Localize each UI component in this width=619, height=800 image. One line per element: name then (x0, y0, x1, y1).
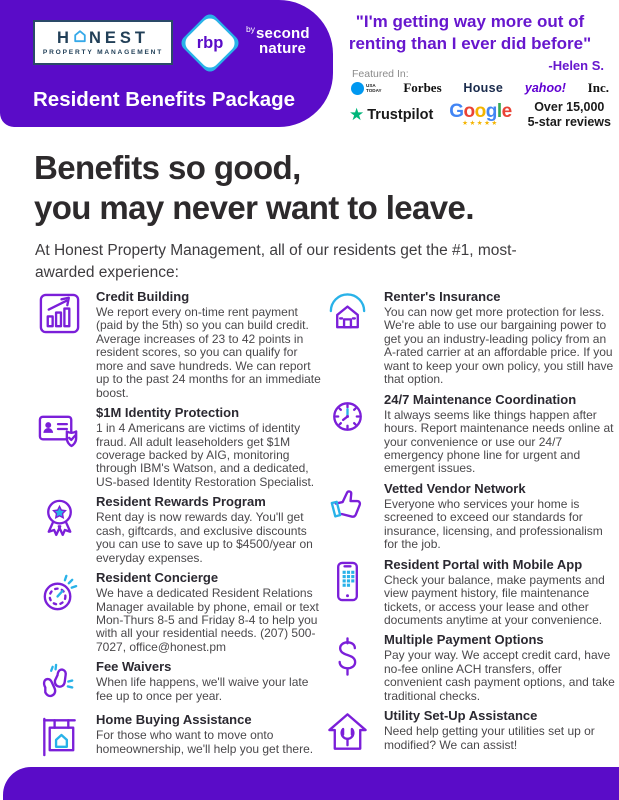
rbp-badge-icon (180, 13, 240, 73)
benefit-title: Credit Building (96, 289, 190, 304)
benefit-title: Vetted Vendor Network (384, 480, 526, 496)
usa-today-circle-icon (351, 82, 364, 95)
benefit-title: $1M Identity Protection (96, 405, 240, 421)
testimonial-quote (326, 11, 614, 74)
page-title-line1: Benefits so good, (34, 149, 301, 186)
thumbs-up-icon (324, 482, 371, 529)
trustpilot-name: Trustpilot (367, 106, 434, 123)
benefits-column-left (36, 290, 324, 760)
concierge-dial-icon (36, 571, 83, 618)
benefit-item-fee-waivers (36, 660, 324, 707)
footer-bar (3, 767, 619, 800)
mobile-app-icon (324, 558, 371, 605)
google-stars-icon: ★★★★★ (462, 120, 499, 127)
benefits-column-right (324, 290, 618, 760)
benefit-description: Everyone who services your home is screened to exceed our standards for insurance, licensing, and professionalism for the job. (384, 496, 603, 552)
benefit-description: It always seems like things happen after hours. Report maintenance needs online at your convenience or use our 24/7 emergency phone line for urgent and emergent issues. (384, 407, 614, 476)
benefit-item-renters-insurance (324, 290, 618, 387)
credit-building-icon (36, 290, 83, 337)
benefit-description: Rent day is now rewards day. You'll get cash, giftcards, and exclusive discounts you can use to save up to $4500/year on everyday expenses. (96, 510, 313, 565)
benefit-item-concierge (36, 571, 324, 654)
benefit-description: 1 in 4 Americans are victims of identity fraud. All adult leaseholders get $1M coverage backed by AIG, monitoring through IBM's Watson, and a dedicated, US-based Identity Restoration Specialist. (96, 421, 315, 489)
header-card (0, 0, 333, 127)
reviews-row (349, 100, 611, 130)
benefit-item-resident-portal (324, 558, 618, 628)
page-title-line2: you may never want to leave. (34, 188, 474, 226)
clock-icon (324, 393, 371, 440)
quote-line2: renting than I ever did before" (348, 34, 592, 54)
press-logos-row (351, 79, 609, 97)
benefit-title: Resident Concierge (96, 570, 219, 586)
benefit-title: Resident Rewards Program (96, 494, 266, 510)
rbp-badge-label: rbp (196, 33, 224, 52)
quote-attribution: -Helen S. (548, 57, 604, 73)
review-count-line2: 5-star reviews (527, 114, 611, 129)
rewards-medal-icon (36, 495, 83, 542)
featured-in-label: Featured In: (352, 68, 409, 80)
page-title (34, 148, 474, 227)
house-logo: House (463, 81, 504, 95)
identity-protection-icon (36, 406, 83, 453)
benefit-item-credit-building (36, 290, 324, 400)
honest-letters-right: NEST (88, 28, 149, 47)
package-title: Resident Benefits Package (33, 88, 296, 111)
trustpilot-logo (349, 106, 433, 123)
google-wordmark (449, 102, 511, 121)
google-logo (449, 102, 511, 128)
benefit-item-utility-setup (324, 709, 618, 756)
intro-paragraph: At Honest Property Management, all of our residents get the #1, most-awarded experience: (35, 242, 517, 281)
benefit-title: Fee Waivers (96, 659, 172, 675)
benefit-item-payment-options (324, 633, 618, 703)
home-sign-icon (36, 713, 83, 760)
quote-line1: "I'm getting way more out of (355, 12, 585, 31)
honest-logo (33, 20, 173, 65)
benefit-item-home-buying (36, 713, 324, 760)
google-letter: e (501, 101, 512, 122)
benefit-title: Renter's Insurance (384, 289, 501, 304)
benefit-item-rewards (36, 495, 324, 565)
benefit-description: Pay your way. We accept credit card, have no-fee online ACH transfers, offer convenient cash payment options, and take traditional checks. (384, 648, 615, 703)
usa-today-logo (351, 82, 382, 95)
benefit-title: Utility Set-Up Assistance (384, 708, 538, 724)
second-nature-line1: second (255, 25, 310, 42)
usa-today-line2: TODAY (366, 88, 382, 93)
trustpilot-star-icon: ★ (349, 105, 365, 125)
honest-wordmark (57, 29, 149, 48)
by-label: by (246, 24, 255, 34)
benefit-title: Multiple Payment Options (384, 632, 544, 648)
yahoo-logo: yahoo! (524, 81, 566, 95)
benefit-item-maintenance (324, 393, 618, 476)
review-count-line1: Over 15,000 (534, 100, 605, 114)
usa-today-line1: USA (366, 82, 376, 88)
review-count (528, 100, 611, 130)
benefit-item-identity-protection (36, 406, 324, 489)
benefit-title: 24/7 Maintenance Coordination (384, 391, 577, 407)
dollar-sign-icon (324, 633, 371, 680)
house-glyph-icon (73, 29, 89, 48)
benefit-title: Home Buying Assistance (96, 712, 252, 728)
inc-logo: Inc. (587, 80, 609, 95)
benefit-description: Need help getting your utilities set up or modified? We can assist! (384, 724, 595, 752)
benefit-description: We report every on-time rent payment (paid by the 5th) so you can build credit. Average increases of 23 to 42 points in resident scores, so you can qualify for more and save hundreds. We can report up to the past 24 months for an immediate boost. (96, 305, 321, 400)
benefit-description: For those who want to move onto homeownership, we'll help you get there. (96, 728, 314, 756)
benefit-item-vendor-network (324, 482, 618, 552)
utility-house-wrench-icon (324, 709, 371, 756)
benefit-description: Check your balance, make payments and view payment history, file maintenance tickets, or access your lease and other documents anytime at your convenience. (384, 572, 605, 627)
benefit-title: Resident Portal with Mobile App (384, 556, 583, 572)
honest-letters-left: H (57, 28, 73, 47)
insured-house-icon (324, 290, 371, 337)
google-letter: o (474, 101, 486, 122)
second-nature-logo (246, 26, 310, 56)
benefit-description: When life happens, we'll waive your late fee up to once per year. (96, 675, 309, 703)
forbes-logo: Forbes (403, 80, 442, 95)
property-management-label: PROPERTY MANAGEMENT (42, 49, 164, 57)
benefits-grid (36, 290, 618, 760)
second-nature-line2: nature (259, 39, 307, 57)
clapping-hands-icon (36, 660, 83, 707)
usa-today-text (366, 83, 382, 94)
google-letter: o (463, 101, 475, 122)
google-letter: g (485, 101, 497, 122)
benefit-description: You can now get more protection for less. We're able to use our bargaining power to get you an industry-leading policy from an A-rated carrier at an affordable price. If you want to keep your own policy, you still have that option. (384, 305, 614, 387)
google-letter: G (449, 101, 464, 122)
google-letter: l (496, 101, 502, 122)
benefit-description: We have a dedicated Resident Relations Manager available by phone, email or text Mon-Thurs 8-5 and Friday 8-4 to help you with all your residential needs. (207) 500-7027, office@honest.pm (96, 586, 319, 654)
